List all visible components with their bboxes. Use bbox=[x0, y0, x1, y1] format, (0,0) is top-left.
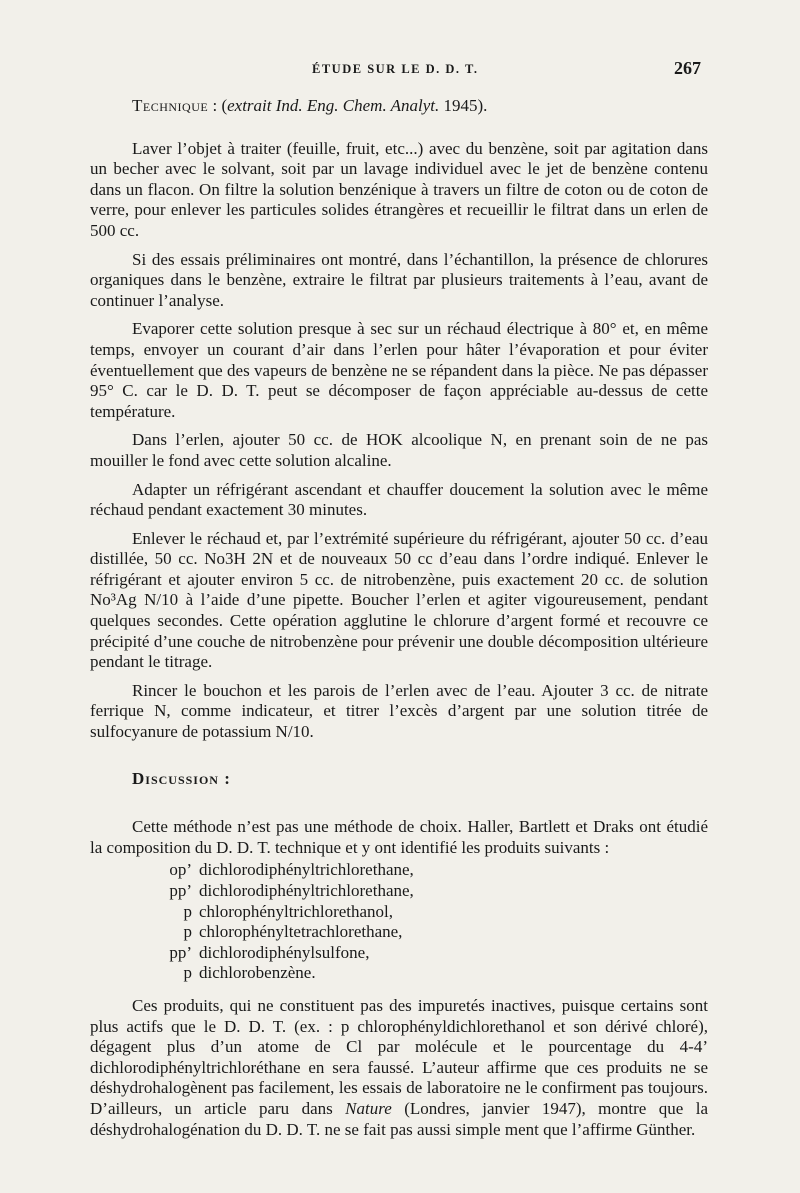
discussion-conclusion: Ces produits, qui ne constituent pas des impuretés inactives, puisque certains sont plus actifs que le D. D. T. (ex. : p chlorophényldichlorethanol et son dérivé chloré), dégagent plus d’un atome de Cl par molécule et le pourcentage du 4-4’ dichlorodiphényltrichloréthane en sera faussé. L’auteur affirme que ces produits ne se déshydrohalogènent pas facilement, les essais de laboratoire ne le confirment pas toujours. D’ailleurs, un article paru dans Nature (Londres, janvier 1947), montre que la déshydrohalogénation du D. D. T. ne se fait pas aussi simple ment que l’affirme Günther. bbox=[90, 995, 708, 1139]
discussion-heading: Discussion : bbox=[132, 768, 231, 788]
running-title: ÉTUDE SUR LE D. D. T. bbox=[312, 62, 479, 76]
page-number: 267 bbox=[674, 58, 701, 78]
paragraph-titration-prep: Enlever le réchaud et, par l’extrémité supérieure du réfrigérant, ajouter 50 cc. d’eau distillée, 50 cc. No3H 2N et de nouveaux 50 cc d’eau dans l’ordre indiqué. Enlever le réfrigérant et ajouter environ 5 cc. de nitrobenzène, puis exactement 20 cc. de solution No³Ag N/10 à l’aide d’une pipette. Boucher l’erlen et agiter vigoureusement, pendant quelques secondes. Cette opération agglutine le chlorure d’argent formé et recouvre ce précipité d’une couche de nitrobenzène pour prévenir une double décomposition ultérieure pendant le titrage. bbox=[90, 528, 708, 672]
list-item: p chlorophényltrichlorethanol, bbox=[183, 901, 394, 921]
paragraph-rinse: Rincer le bouchon et les parois de l’erlen avec de l’eau. Ajouter 3 cc. de nitrate ferrique N, comme indicateur, et titrer l’excès d’argent par une solution titrée de sulfocyanure de potassium N/10. bbox=[90, 680, 708, 742]
paragraph-preliminary: Si des essais préliminaires ont montré, dans l’échantillon, la présence de chlorures organiques dans le benzène, extraire le filtrat par plusieurs traitements à l’eau, avant de continuer l’analyse. bbox=[90, 249, 708, 310]
page-header bbox=[0, 58, 800, 84]
technique-sep: : ( bbox=[208, 96, 228, 115]
list-item: op’ dichlorodiphényltrichlorethane, bbox=[169, 860, 414, 880]
technique-heading bbox=[90, 96, 708, 117]
technique-source: extrait Ind. Eng. Chem. Analyt. bbox=[227, 96, 440, 115]
list-item: p chlorophényltetrachlorethane, bbox=[183, 922, 403, 942]
discussion-intro: Cette méthode n’est pas une méthode de choix. Haller, Bartlett et Draks ont étudié la composition du D. D. T. technique et y ont identifié les produits suivants : bbox=[90, 817, 708, 857]
paragraph-evaporate: Evaporer cette solution presque à sec sur un réchaud électrique à 80° et, en même temps, envoyer un courant d’air dans l’erlen pour hâter l’évaporation et pour éviter éventuellement que des vapeurs de benzène ne se répandent dans la pièce. Ne pas dépasser 95° C. car le D. D. T. peut se décomposer de façon appréciable au-dessus de cette température. bbox=[90, 319, 708, 421]
compound-list bbox=[160, 860, 708, 984]
list-item: pp’ dichlorodiphénylsulfone, bbox=[169, 942, 370, 962]
list-item: pp’ dichlorodiphényltrichlorethane, bbox=[169, 881, 414, 900]
paragraph-wash: Laver l’objet à traiter (feuille, fruit, etc...) avec du benzène, soit par agitation dans un becher avec le solvant, soit par un lavage individuel avec le jet de benzène contenu dans un flacon. On filtre la solution benzénique à travers un filtre de coton ou de coton de verre, pour enlever les particules solides étrangères et recueillir le filtrat dans un erlen de 500 cc. bbox=[90, 138, 708, 240]
journal-name: Nature bbox=[345, 1098, 392, 1118]
paragraph-hok: Dans l’erlen, ajouter 50 cc. de HOK alcoolique N, en prenant soin de ne pas mouiller le fond avec cette solution alcaline. bbox=[90, 430, 708, 470]
page-body bbox=[90, 96, 708, 1140]
technique-label: Technique bbox=[132, 96, 209, 115]
paragraph-reflux: Adapter un réfrigérant ascendant et chauffer doucement la solution avec le même réchaud pendant exactement 30 minutes. bbox=[90, 479, 708, 520]
list-item: p dichlorobenzène. bbox=[183, 963, 316, 983]
technique-year: 1945). bbox=[439, 96, 488, 115]
